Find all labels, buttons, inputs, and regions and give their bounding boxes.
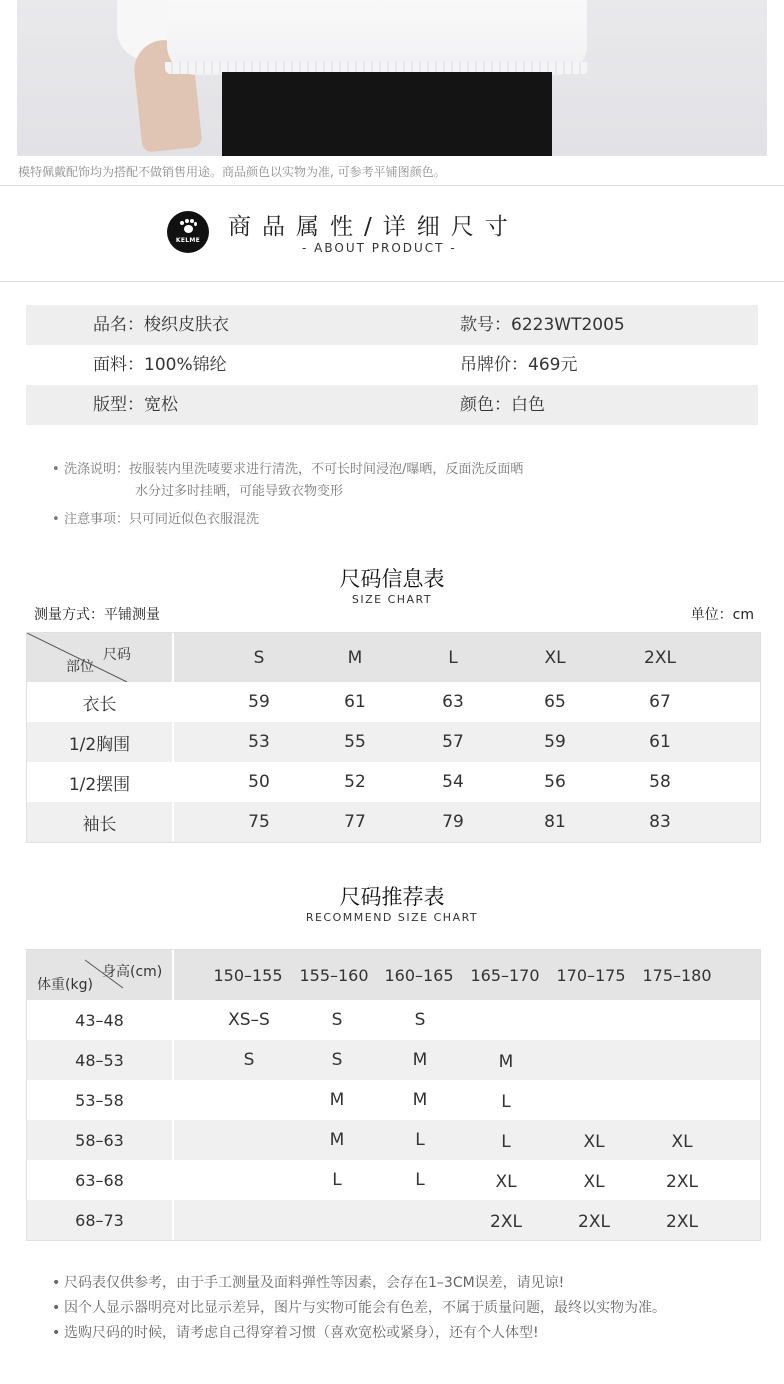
part-label: 1/2摆围 — [68, 774, 131, 795]
table-cell: XL — [583, 1132, 605, 1152]
table-row — [27, 1200, 760, 1240]
table-cell: M — [412, 1090, 428, 1110]
table-cell: 53 — [248, 732, 270, 752]
table-cell: 77 — [344, 812, 366, 832]
table-cell: 54 — [442, 772, 464, 792]
table-row — [27, 722, 760, 762]
bullet-icon: • — [52, 512, 60, 527]
table-cell: 52 — [344, 772, 366, 792]
height-header: 165–170 — [470, 965, 540, 985]
attribute-fabric: 面料：100%锦纶 — [93, 355, 227, 375]
table-cell: L — [332, 1170, 342, 1190]
table-header-row — [27, 633, 760, 682]
table-header-row — [27, 950, 760, 1000]
section-subtitle: - ABOUT PRODUCT - — [302, 241, 457, 255]
table-cell: 50 — [248, 772, 270, 792]
bullet-icon: • — [52, 1325, 61, 1341]
table-cell: L — [415, 1130, 425, 1150]
table-cell: S — [331, 1010, 343, 1030]
recommend-chart-title: 尺码推荐表 — [339, 885, 445, 909]
table-row — [27, 1120, 760, 1160]
size-header: S — [253, 647, 265, 668]
bullet-icon: • — [52, 1275, 61, 1291]
table-cell: 2XL — [666, 1212, 698, 1232]
attribute-row — [26, 305, 758, 345]
height-header: 160–165 — [384, 965, 454, 985]
weight-label: 58–63 — [75, 1130, 124, 1150]
table-cell: L — [501, 1092, 511, 1112]
attribute-name: 品名：梭织皮肤衣 — [93, 315, 229, 335]
table-cell: XL — [495, 1172, 517, 1192]
table-cell: 58 — [649, 772, 671, 792]
table-cell: 55 — [344, 732, 366, 752]
divider — [0, 281, 784, 282]
table-cell: M — [329, 1130, 345, 1150]
table-cell: S — [243, 1050, 255, 1070]
part-label: 衣长 — [82, 694, 117, 715]
size-header: XL — [544, 647, 566, 668]
attribute-row — [26, 385, 758, 425]
attribute-row — [26, 345, 758, 385]
note-item: • 选购尺码的时候，请考虑自己得穿着习惯（喜欢宽松或紧身），还有个人体型! — [52, 1325, 539, 1341]
table-cell: 83 — [649, 812, 671, 832]
corner-diagonal — [27, 633, 172, 682]
table-row — [27, 1160, 760, 1200]
corner-top-label: 身高(cm) — [102, 964, 163, 980]
part-label: 1/2胸围 — [68, 734, 131, 755]
table-row — [27, 802, 760, 842]
size-header: M — [347, 647, 363, 668]
weight-label: 48–53 — [75, 1050, 124, 1070]
table-cell: 79 — [442, 812, 464, 832]
corner-top-label: 尺码 — [103, 647, 131, 663]
table-cell: 2XL — [578, 1212, 610, 1232]
notice: • 注意事项：只可同近似色衣服混洗 — [52, 512, 260, 527]
weight-label: 63–68 — [75, 1170, 124, 1190]
table-cell: L — [415, 1170, 425, 1190]
size-header: L — [448, 647, 458, 668]
table-cell: XL — [583, 1172, 605, 1192]
table-cell: S — [414, 1010, 426, 1030]
corner-bottom-label: 部位 — [66, 659, 94, 675]
table-cell: XL — [671, 1132, 693, 1152]
table-cell: 67 — [649, 692, 671, 712]
height-header: 150–155 — [213, 965, 283, 985]
table-cell: M — [498, 1052, 514, 1072]
table-row — [27, 762, 760, 802]
recommend-chart-subtitle: RECOMMEND SIZE CHART — [305, 911, 479, 924]
note-item: • 因个人显示器明亮对比显示差异，图片与实物可能会有色差，不属于质量问题，最终以实物为准。 — [52, 1300, 666, 1316]
wash-instructions-line2: 水分过多时挂晒，可能导致衣物变形 — [135, 484, 344, 499]
attribute-table — [26, 305, 758, 425]
table-cell: 61 — [344, 692, 366, 712]
table-cell: M — [412, 1050, 428, 1070]
table-cell: 2XL — [490, 1212, 522, 1232]
size-chart-title: 尺码信息表 — [339, 567, 445, 591]
table-row — [27, 1000, 760, 1040]
paw-icon — [179, 219, 197, 235]
attribute-color: 颜色：白色 — [460, 395, 545, 415]
table-cell: 65 — [544, 692, 566, 712]
photo-pants — [222, 72, 552, 156]
weight-label: 43–48 — [75, 1010, 124, 1030]
table-cell: 59 — [248, 692, 270, 712]
corner-bottom-label: 体重(kg) — [37, 977, 93, 993]
photo-note: 模特佩戴配饰均为搭配不做销售用途。商品颜色以实物为准, 可参考平铺图颜色。 — [18, 165, 446, 179]
table-cell: 81 — [544, 812, 566, 832]
section-title: 商品属性/详细尺寸 — [228, 214, 519, 240]
table-row — [27, 682, 760, 722]
measure-method: 测量方式：平铺测量 — [34, 607, 160, 623]
corner-cell — [27, 633, 172, 682]
attribute-price: 吊牌价：469元 — [460, 355, 578, 375]
part-label: 袖长 — [82, 814, 117, 835]
note-item: • 尺码表仅供参考，由于手工测量及面料弹性等因素，会存在1–3CM误差，请见谅! — [52, 1275, 565, 1291]
bullet-icon: • — [52, 1300, 61, 1316]
wash-instructions: • 洗涤说明：按服装内里洗唛要求进行清洗，不可长时间浸泡/曝晒，反面洗反面晒 — [52, 462, 524, 477]
table-cell: 2XL — [666, 1172, 698, 1192]
size-header: 2XL — [644, 647, 676, 668]
table-cell: 57 — [442, 732, 464, 752]
table-cell: 61 — [649, 732, 671, 752]
brand-logo — [167, 211, 209, 253]
height-header: 175–180 — [642, 965, 712, 985]
weight-label: 53–58 — [75, 1090, 124, 1110]
bullet-icon: • — [52, 462, 60, 477]
height-header: 170–175 — [556, 965, 626, 985]
table-cell: 59 — [544, 732, 566, 752]
recommend-chart-table — [26, 949, 761, 1241]
table-cell: L — [501, 1132, 511, 1152]
logo-text: KELME — [175, 237, 201, 244]
table-cell: 56 — [544, 772, 566, 792]
table-row — [27, 1040, 760, 1080]
corner-cell — [27, 950, 172, 1000]
product-photo — [17, 0, 767, 156]
size-chart-table — [26, 632, 761, 843]
height-header: 155–160 — [299, 965, 369, 985]
table-cell: 75 — [248, 812, 270, 832]
table-cell: XS–S — [228, 1010, 270, 1030]
table-cell: S — [331, 1050, 343, 1070]
size-chart-subtitle: SIZE CHART — [351, 593, 433, 606]
table-row — [27, 1080, 760, 1120]
weight-label: 68–73 — [75, 1210, 124, 1230]
table-cell: 63 — [442, 692, 464, 712]
table-cell: M — [329, 1090, 345, 1110]
divider — [0, 185, 784, 186]
unit-label: 单位：cm — [690, 607, 754, 623]
attribute-style-no: 款号：6223WT2005 — [460, 315, 625, 335]
attribute-fit: 版型：宽松 — [93, 395, 178, 415]
